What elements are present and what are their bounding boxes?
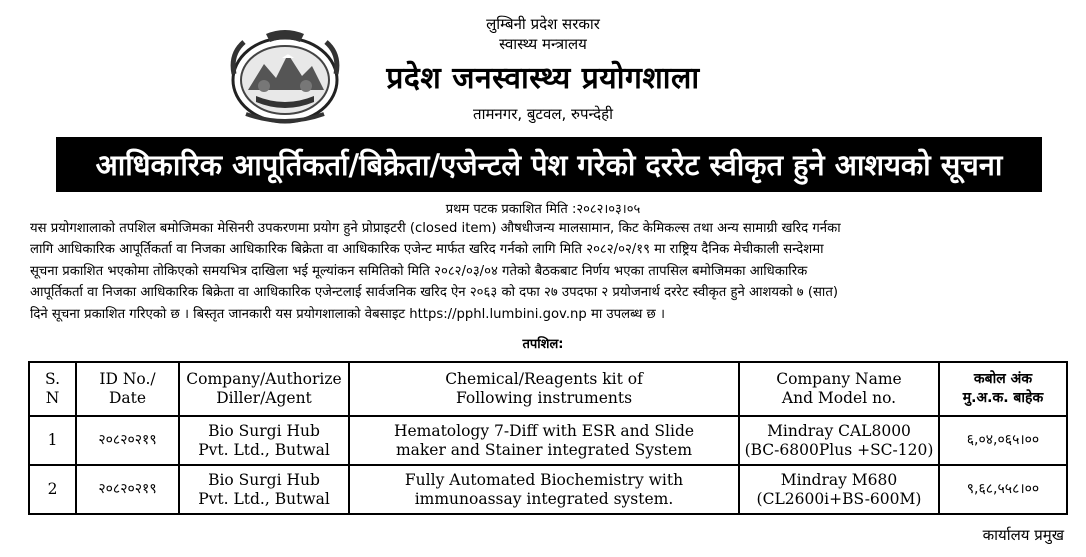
cell-amount: ९,६८,५५८।०० <box>939 465 1067 514</box>
body-line: आपूर्तिकर्ता वा निजका आधिकारिक बिक्रेता वा आधिकारिक एजेन्टलाई सार्वजनिक खरिद ऐन २०६३ को दफा २७ उपदफा २ प्रयोजनार्थ दररेट स्वीकृत हुने आशयको ७ (सात) <box>30 285 838 301</box>
table-heading: तपशिल: <box>522 337 564 352</box>
notice-title: आधिकारिक आपूर्तिकर्ता/बिक्रेता/एजेन्टले पेश गरेको दररेट स्वीकृत हुने आशयको सूचना <box>95 148 1003 182</box>
cell-sn: 2 <box>29 465 76 514</box>
header-amount: कबोल अंक मु.अ.क. बाहेक <box>939 362 1067 416</box>
office-address: तामनगर, बुटवल, रुपन्देही <box>473 105 613 123</box>
notice-body <box>30 218 1070 325</box>
notice-title-banner <box>56 137 1042 192</box>
table-row <box>29 416 1067 465</box>
cell-date: २०८२०२१९ <box>76 416 179 465</box>
body-line: यस प्रयोगशालाको तपशिल बमोजिमका मेसिनरी उपकरणमा प्रयोग हुने प्रोप्राइटरी (closed item) औषधीजन्य मालसामान, किट केमिकल्स तथा अन्य सामाग्री खरिद गर्नका <box>30 221 841 236</box>
cell-sn: 1 <box>29 416 76 465</box>
published-date: प्रथम पटक प्रकाशित मिति :२०८२।०३।०५ <box>445 202 641 217</box>
header-sn: S. N <box>29 362 76 416</box>
cell-amount: ६,०४,०६५।०० <box>939 416 1067 465</box>
table-row <box>29 465 1067 514</box>
body-line: दिने सूचना प्रकाशित गरिएको छ । बिस्तृत जानकारी यस प्रयोगशालाको वेबसाइट https://pphl.lumbini.gov.np मा उपलब्ध छ । <box>30 306 665 322</box>
table-header-row <box>29 362 1067 416</box>
cell-date: २०८२०२१९ <box>76 465 179 514</box>
cell-model: Mindray M680 (CL2600i+BS-600M) <box>739 465 939 514</box>
government-name: लुम्बिनी प्रदेश सरकार <box>486 15 600 33</box>
signature-title: कार्यालय प्रमुख <box>982 526 1064 544</box>
ministry-name: स्वास्थ्य मन्त्रालय <box>499 35 587 53</box>
body-line: सूचना प्रकाशित भएकोमा तोकिएको समयभित्र दाखिला भई मूल्यांकन समितिको मिति २०८२/०३/०४ गतेको बैठकबाट निर्णय भएका तापसिल बमोजिमका आधिकारिक <box>30 263 808 279</box>
laboratory-name: प्रदेश जनस्वास्थ्य प्रयोगशाला <box>386 61 700 96</box>
cell-instrument: Fully Automated Biochemistry with immunoassay integrated system. <box>349 465 739 514</box>
header-id-date: ID No./ Date <box>76 362 179 416</box>
cell-company: Bio Surgi Hub Pvt. Ltd., Butwal <box>179 416 349 465</box>
header-instrument: Chemical/Reagents kit of Following instruments <box>349 362 739 416</box>
header-model: Company Name And Model no. <box>739 362 939 416</box>
cell-model: Mindray CAL8000 (BC-6800Plus +SC-120) <box>739 416 939 465</box>
cell-instrument: Hematology 7-Diff with ESR and Slide maker and Stainer integrated System <box>349 416 739 465</box>
items-table <box>28 361 1068 515</box>
cell-company: Bio Surgi Hub Pvt. Ltd., Butwal <box>179 465 349 514</box>
header-company: Company/Authorize Diller/Agent <box>179 362 349 416</box>
body-line: लागि आधिकारिक आपूर्तिकर्ता वा निजका आधिकारिक बिक्रेता वा आधिकारिक एजेन्ट मार्फत खरिद गर्नको लागि मिति २०८२/०२/१९ मा राष्ट्रिय दैनिक मेचीकाली सन्देशमा <box>30 242 824 258</box>
